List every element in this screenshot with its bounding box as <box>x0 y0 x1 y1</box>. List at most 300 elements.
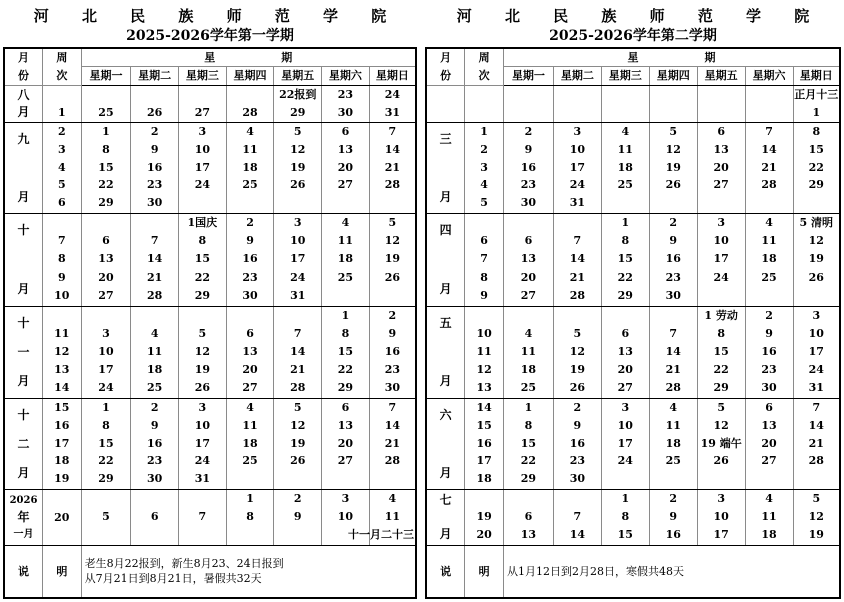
month-label-part <box>427 338 464 367</box>
day-cell <box>746 86 793 104</box>
week-number: 6 <box>57 196 66 210</box>
notes-row <box>426 546 840 598</box>
day-column-6 <box>322 214 370 307</box>
month-label-part <box>427 430 464 459</box>
day-cell: 27 <box>761 454 777 468</box>
notes-row <box>4 546 416 598</box>
day-cell: 24 <box>194 454 210 468</box>
day-cell: 22 <box>98 454 114 468</box>
week-header-top: 周 <box>56 51 68 64</box>
month-label <box>4 123 43 214</box>
notes-label-1: 说 <box>426 546 465 598</box>
month-label-part: 月 <box>17 281 30 296</box>
day-cell: 22 <box>617 270 633 284</box>
day-cell: 9 <box>765 327 773 340</box>
day-cell: 18 <box>761 252 777 266</box>
week-number: 19 <box>54 472 70 486</box>
week-header <box>43 48 82 86</box>
day-cell: 3 <box>621 401 630 414</box>
week-number: 10 <box>54 288 70 302</box>
day-cell <box>698 104 745 122</box>
day-cell <box>227 86 274 104</box>
day-cell: 14 <box>569 528 586 541</box>
day-column-7 <box>369 123 416 214</box>
month-header-top: 月 <box>440 51 452 64</box>
weekday-group-header: 星 期 <box>81 48 416 67</box>
day-cell: 3 <box>573 125 582 138</box>
week-number: 11 <box>476 345 492 358</box>
day-column-2 <box>131 307 179 399</box>
weekday-header: 星期四 <box>226 67 274 86</box>
day-cell: 12 <box>808 510 824 523</box>
day-cell: 29 <box>98 472 114 486</box>
day-cell: 6 <box>341 401 350 414</box>
month-label-part <box>427 154 464 183</box>
month-label <box>426 214 465 307</box>
day-cell: 23 <box>665 270 681 284</box>
day-cell: 2 <box>669 492 678 505</box>
day-cell: 9 <box>669 510 678 523</box>
month-label-part: 月 <box>17 189 30 204</box>
month-label-part: 十 <box>17 407 30 422</box>
day-cell: 28 <box>242 105 258 119</box>
day-cell <box>746 194 793 212</box>
day-cell <box>131 214 178 232</box>
day-column-6 <box>745 490 793 546</box>
day-column-2 <box>553 399 601 490</box>
day-cell: 15 <box>194 252 210 266</box>
day-cell: 25 <box>147 381 163 394</box>
month-label-part: 十 <box>17 222 30 237</box>
day-cell: 3 <box>102 327 110 340</box>
month-header-bottom: 份 <box>18 69 30 82</box>
note-line: 从1月12日到2月28日，寒假共48天 <box>506 564 684 578</box>
week-number: 5 <box>57 178 66 192</box>
day-cell: 16 <box>147 160 163 174</box>
week-header <box>465 48 504 86</box>
day-cell: 26 <box>569 381 586 394</box>
day-cell <box>794 470 839 488</box>
day-column-4 <box>649 399 697 490</box>
day-cell <box>504 490 553 508</box>
week-number <box>465 104 503 122</box>
day-cell: 2 <box>524 125 533 138</box>
day-cell: 12 <box>290 142 306 156</box>
day-cell <box>698 86 745 104</box>
day-cell: 7 <box>198 510 207 523</box>
month-label-part: 五 <box>439 315 452 330</box>
day-cell <box>227 307 274 325</box>
week-number: 4 <box>57 160 66 174</box>
day-cell: 26 <box>194 381 210 394</box>
month-label <box>426 123 465 214</box>
day-cell: 12 <box>290 418 306 432</box>
day-cell <box>274 470 321 488</box>
week-numbers <box>43 86 82 123</box>
week-numbers <box>465 490 504 546</box>
day-cell: 21 <box>808 436 824 450</box>
notes-label-1: 说 <box>4 546 43 598</box>
week-header-bottom: 次 <box>478 69 490 82</box>
day-cell: 10 <box>713 510 729 523</box>
day-cell <box>227 194 274 212</box>
day-cell: 31 <box>384 105 401 119</box>
day-column-1 <box>81 214 131 307</box>
day-cell: 20 <box>98 270 114 284</box>
week-number: 3 <box>480 160 488 174</box>
day-cell: 20 <box>520 270 537 284</box>
day-cell: 19 <box>290 160 306 174</box>
day-cell: 8 <box>621 234 630 248</box>
day-cell <box>370 194 415 212</box>
week-numbers <box>465 307 504 399</box>
week-header-top: 周 <box>478 51 490 64</box>
day-cell: 13 <box>337 418 354 432</box>
day-cell: 11 <box>147 345 163 358</box>
day-cell: 23 <box>242 270 258 284</box>
day-cell: 11 <box>761 234 777 248</box>
day-cell: 29 <box>337 381 354 394</box>
day-column-7 <box>369 399 416 490</box>
day-cell <box>554 104 601 122</box>
day-cell: 25 <box>761 270 777 284</box>
day-cell <box>179 490 226 508</box>
week-number <box>465 86 503 104</box>
day-cell: 17 <box>713 528 729 541</box>
day-cell: 3 <box>293 216 302 229</box>
day-cell: 27 <box>337 454 354 468</box>
day-cell: 29 <box>520 472 537 486</box>
day-cell: 6 <box>717 125 725 138</box>
notes-label-2: 明 <box>465 546 504 598</box>
day-cell: 22 <box>337 363 354 376</box>
week-number <box>465 214 503 232</box>
day-cell: 4 <box>150 327 159 340</box>
day-cell <box>504 86 553 104</box>
day-cell: 3 <box>812 309 821 322</box>
month-label-part: 四 <box>439 222 452 237</box>
day-cell: 30 <box>242 288 258 302</box>
day-cell: 1 <box>621 492 630 505</box>
day-cell: 13 <box>713 142 729 156</box>
day-column-6 <box>322 307 370 399</box>
day-cell: 12 <box>194 345 210 358</box>
day-column-5 <box>274 490 322 546</box>
month-label-part: 七 <box>439 492 452 507</box>
week-numbers <box>465 123 504 214</box>
day-cell <box>794 287 839 305</box>
day-cell <box>602 307 649 325</box>
day-cell: 17 <box>808 345 824 358</box>
day-column-6 <box>745 399 793 490</box>
day-column-5 <box>274 399 322 490</box>
semester-title: 2025-2026学年第二学期 <box>549 28 717 44</box>
week-number: 2 <box>57 125 66 138</box>
day-column-4 <box>226 86 274 123</box>
month-label <box>4 490 43 546</box>
note-line: 老生8月22报到，新生8月23、24日报到 <box>84 557 284 571</box>
month-row <box>4 490 416 546</box>
day-cell: 9 <box>150 418 159 432</box>
month-label <box>4 214 43 307</box>
day-cell: 16 <box>242 252 258 266</box>
day-cell: 9 <box>669 234 678 248</box>
day-cell: 17 <box>98 363 114 376</box>
day-cell: 25 <box>242 178 258 192</box>
month-label-part: 二 <box>17 436 30 451</box>
weekday-header: 星期一 <box>81 67 131 86</box>
day-cell: 19 <box>194 363 210 376</box>
week-number: 20 <box>476 528 492 541</box>
week-numbers <box>43 214 82 307</box>
month-label <box>4 307 43 399</box>
day-cell: 31 <box>808 381 824 394</box>
day-cell: 23 <box>761 363 777 376</box>
day-cell: 19 <box>569 363 586 376</box>
day-cell: 8 <box>717 327 725 340</box>
day-cell: 29 <box>713 381 729 394</box>
day-cell: 1 <box>621 216 630 229</box>
day-cell: 16 <box>569 436 586 450</box>
day-cell: 24 <box>194 178 210 192</box>
day-cell: 1 <box>246 492 254 505</box>
day-column-1 <box>503 214 553 307</box>
day-cell: 5 <box>198 327 207 340</box>
day-cell: 28 <box>384 454 401 468</box>
day-cell: 26 <box>665 178 681 192</box>
month-label-part: 六 <box>439 407 452 422</box>
day-column-1 <box>81 86 131 123</box>
day-cell: 16 <box>665 528 681 541</box>
month-row <box>426 399 840 490</box>
day-column-4 <box>226 399 274 490</box>
week-number: 18 <box>54 454 70 468</box>
week-number: 1 <box>480 125 488 138</box>
day-cell: 7 <box>293 327 302 340</box>
day-cell: 30 <box>337 105 354 119</box>
day-cell: 18 <box>761 528 777 541</box>
calendar-table <box>425 47 841 599</box>
week-number: 20 <box>54 510 70 524</box>
day-cell: 12 <box>569 345 586 358</box>
month-label-part: 三 <box>439 131 452 146</box>
day-cell: 3 <box>341 492 350 505</box>
week-numbers <box>43 399 82 490</box>
day-column-3 <box>179 307 227 399</box>
day-column-7 <box>793 307 840 399</box>
day-column-1 <box>81 123 131 214</box>
day-column-7 <box>793 214 840 307</box>
day-cell: 2 <box>573 401 582 414</box>
day-column-1 <box>503 307 553 399</box>
day-cell: 4 <box>388 492 397 505</box>
day-cell: 25 <box>337 270 354 284</box>
day-cell <box>698 194 745 212</box>
day-cell <box>794 194 839 212</box>
day-column-5 <box>274 214 322 307</box>
month-label-part <box>5 154 42 183</box>
day-cell: 13 <box>520 252 537 266</box>
day-cell: 13 <box>98 252 114 266</box>
weekday-header: 星期六 <box>322 67 370 86</box>
weekday-group-header: 星 期 <box>503 48 840 67</box>
day-cell: 21 <box>290 363 306 376</box>
day-cell: 21 <box>761 160 777 174</box>
day-cell <box>227 526 274 544</box>
day-cell: 28 <box>569 288 586 302</box>
day-column-1 <box>503 123 553 214</box>
week-numbers <box>465 399 504 490</box>
day-cell: 2 <box>150 401 159 414</box>
week-number: 1 <box>57 105 66 119</box>
day-cell: 10 <box>337 510 354 523</box>
month-row <box>426 123 840 214</box>
day-cell: 16 <box>384 345 401 358</box>
month-label-part <box>427 509 464 526</box>
day-column-5 <box>697 86 745 123</box>
day-cell <box>554 214 601 232</box>
day-cell: 15 <box>98 436 114 450</box>
weekday-header: 星期五 <box>697 67 745 86</box>
day-cell: 30 <box>665 288 681 302</box>
day-cell <box>82 86 131 104</box>
day-cell: 7 <box>573 234 582 248</box>
notes-text <box>81 546 416 598</box>
day-cell: 5 <box>573 327 582 340</box>
day-cell: 1 <box>524 401 533 414</box>
day-column-3 <box>601 399 649 490</box>
week-number: 12 <box>54 345 70 358</box>
day-cell: 17 <box>290 252 306 266</box>
day-column-6 <box>322 399 370 490</box>
day-cell: 4 <box>621 125 630 138</box>
day-cell: 19 <box>665 160 681 174</box>
day-cell <box>602 104 649 122</box>
week-number: 17 <box>54 436 70 450</box>
day-cell: 13 <box>520 528 537 541</box>
day-cell: 2 <box>669 216 678 229</box>
week-header-bottom: 次 <box>56 69 68 82</box>
day-column-4 <box>649 86 697 123</box>
day-column-3 <box>179 123 227 214</box>
month-label-part <box>427 87 464 105</box>
day-cell: 25 <box>617 178 633 192</box>
day-cell: 1 <box>102 125 110 138</box>
day-cell <box>504 307 553 325</box>
day-cell: 23 <box>337 88 354 101</box>
day-cell: 17 <box>569 160 586 174</box>
day-cell: 正月十三 <box>794 88 839 101</box>
day-cell: 18 <box>665 436 681 450</box>
day-cell <box>746 104 793 122</box>
day-cell: 23 <box>147 178 163 192</box>
day-cell <box>650 86 697 104</box>
day-cell: 16 <box>761 345 777 358</box>
week-number: 4 <box>480 178 488 192</box>
day-cell: 22 <box>520 454 537 468</box>
day-cell: 21 <box>384 160 401 174</box>
day-cell <box>602 194 649 212</box>
day-cell: 26 <box>147 105 163 119</box>
day-cell <box>179 526 226 544</box>
day-cell <box>274 526 321 544</box>
month-label-part: 月 <box>17 105 30 119</box>
day-cell: 22 <box>194 270 210 284</box>
day-column-5 <box>274 307 322 399</box>
day-cell: 13 <box>617 345 633 358</box>
month-row <box>4 86 416 123</box>
day-cell: 2 <box>388 309 397 322</box>
day-cell: 24 <box>384 88 401 101</box>
week-numbers <box>43 123 82 214</box>
day-column-7 <box>348 490 416 546</box>
day-column-3 <box>601 307 649 399</box>
month-row <box>4 399 416 490</box>
day-cell: 3 <box>198 125 207 138</box>
day-cell: 11 <box>242 418 258 432</box>
week-number: 16 <box>476 436 492 450</box>
day-cell: 2 <box>293 492 302 505</box>
week-number: 10 <box>476 327 492 340</box>
day-cell: 25 <box>665 454 681 468</box>
day-cell: 21 <box>384 436 401 450</box>
day-cell: 5 <box>812 492 821 505</box>
day-cell: 11 <box>761 510 777 523</box>
day-cell: 4 <box>246 401 254 414</box>
day-cell <box>131 490 178 508</box>
day-cell: 12 <box>808 234 824 248</box>
day-cell: 14 <box>808 418 824 432</box>
day-cell <box>82 526 131 544</box>
month-label-part: 九 <box>17 131 30 146</box>
day-cell <box>131 86 178 104</box>
day-cell: 10 <box>290 234 306 248</box>
day-cell: 3 <box>198 401 207 414</box>
week-number: 9 <box>57 270 66 284</box>
day-cell: 15 <box>98 160 114 174</box>
month-header <box>426 48 465 86</box>
week-number: 18 <box>476 472 492 486</box>
day-cell: 25 <box>520 381 537 394</box>
day-cell: 1 劳动 <box>704 309 738 322</box>
day-cell <box>554 307 601 325</box>
day-cell: 22 <box>713 363 729 376</box>
weekday-header: 星期三 <box>179 67 227 86</box>
day-column-2 <box>131 399 179 490</box>
day-cell: 28 <box>665 381 681 394</box>
day-column-2 <box>131 123 179 214</box>
day-cell: 29 <box>194 288 210 302</box>
day-column-2 <box>553 86 601 123</box>
day-cell <box>322 470 369 488</box>
weekday-header: 星期六 <box>745 67 793 86</box>
day-cell: 28 <box>384 178 401 192</box>
day-cell: 10 <box>713 234 729 248</box>
day-cell: 14 <box>147 252 163 266</box>
day-cell: 27 <box>242 381 258 394</box>
day-cell: 8 <box>246 510 254 523</box>
note-line: 从7月21日到8月21日，暑假共32天 <box>84 572 262 586</box>
day-cell: 16 <box>147 436 163 450</box>
month-label-part: 2026 <box>9 494 38 506</box>
week-number: 5 <box>480 196 488 210</box>
day-cell: 4 <box>524 327 533 340</box>
day-column-6 <box>322 86 370 123</box>
day-cell: 23 <box>384 363 401 376</box>
day-cell <box>602 470 649 488</box>
day-cell: 30 <box>520 196 537 210</box>
day-column-4 <box>226 490 274 546</box>
